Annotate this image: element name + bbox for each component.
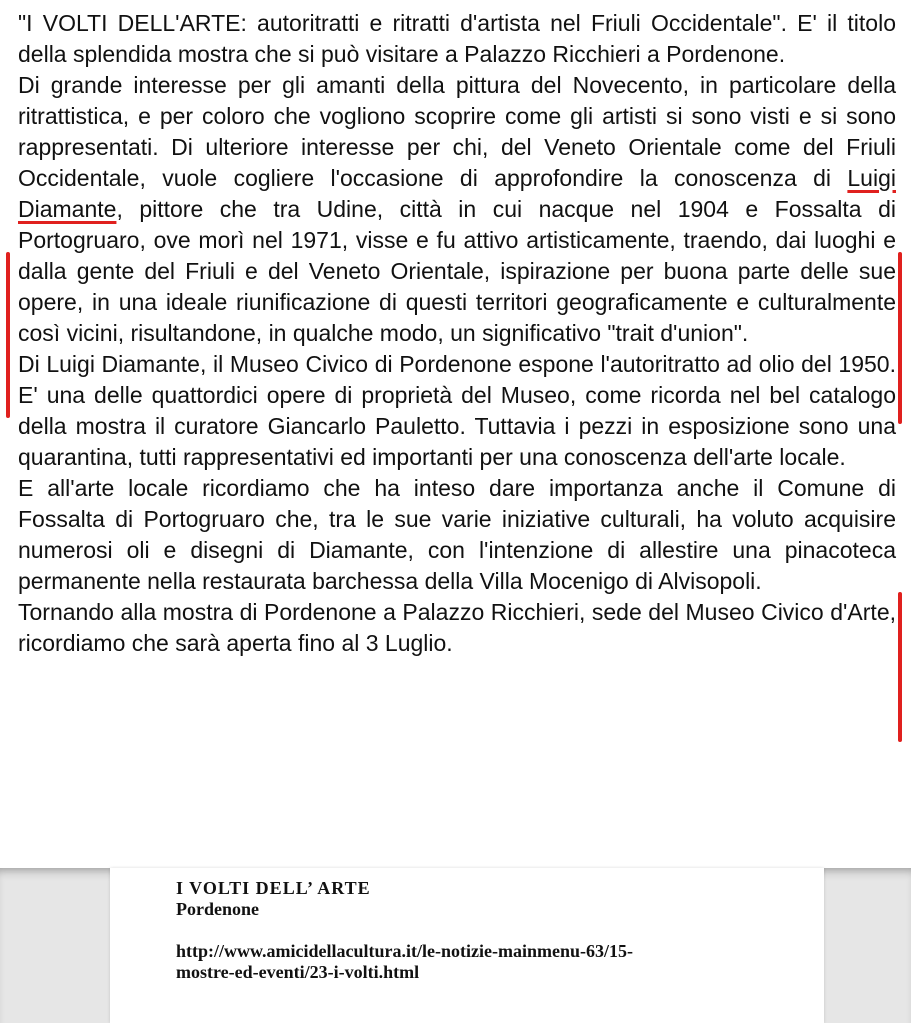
paragraph-fossalta: E all'arte locale ricordiamo che ha inteso dare importanza anche il Comune di Fossalta di Portogruaro che, tra le sue varie iniziative culturali, ha voluto acquisire numerosi oli e disegni di Diamante, con l'intenzione di allestire una pinacoteca permanente nella restaurata barchessa della Villa Mocenigo di Alvisopoli. (18, 475, 896, 594)
paragraph-closing: Tornando alla mostra di Pordenone a Palazzo Ricchieri, sede del Museo Civico d'Arte, ricordiamo che sarà aperta fino al 3 Luglio. (18, 599, 896, 656)
paragraph-interest (18, 70, 896, 349)
source-url-line-2: mostre-ed-eventi/23-i-volti.html (176, 962, 420, 982)
red-margin-mark-right-1 (898, 252, 902, 424)
red-margin-mark-left (6, 252, 10, 418)
source-title: I VOLTI DELL’ ARTE (176, 878, 371, 898)
paragraph-interest-end: , pittore che tra Udine, città in cui nacque nel 1904 e Fossalta di Portogruaro, ove morì nel 1971, visse e fu attivo artisticamente, traendo, dai luoghi e dalla gente del Friuli e del Veneto Orientale, ispirazione per buona parte delle sue opere, in una ideale riunificazione di questi territori geograficamente e culturalmente così vicini, risultandone, in qualche modo, un significativo "trait d'union". (18, 196, 896, 346)
paragraph-museum: Di Luigi Diamante, il Museo Civico di Pordenone espone l'autoritratto ad olio del 1950. E' una delle quattordici opere di proprietà del Museo, come ricorda nel bel catalogo della mostra il curatore Giancarlo Pauletto. Tuttavia i pezzi in esposizione sono una quarantina, tutti rappresentativi ed importanti per una conoscenza dell'arte locale. (18, 351, 896, 470)
underlined-name-luigi-diamante: Luigi Diamante (18, 165, 896, 222)
article-text (18, 8, 896, 659)
source-url-line-1: http://www.amicidellacultura.it/le-notizie-mainmenu-63/15- (176, 941, 633, 961)
source-location: Pordenone (176, 899, 259, 919)
paragraph-intro: "I VOLTI DELL'ARTE: autoritratti e ritratti d'artista nel Friuli Occidentale". E' il titolo della splendida mostra che si può visitare a Palazzo Ricchieri a Pordenone. (18, 10, 896, 67)
paragraph-interest-start: Di grande interesse per gli amanti della pittura del Novecento, in particolare della ritrattistica, e per coloro che vogliono scoprire come gli artisti si sono visti e si sono rappresentati. Di ulteriore interesse per chi, del Veneto Orientale come del Friuli Occidentale, vuole cogliere l'occasione di approfondire la conoscenza di (18, 72, 896, 191)
source-document-content (176, 878, 796, 983)
source-spacer (176, 920, 796, 941)
source-document-viewer (0, 868, 911, 1023)
source-document-page (110, 868, 824, 1023)
red-margin-mark-right-2 (898, 592, 902, 742)
